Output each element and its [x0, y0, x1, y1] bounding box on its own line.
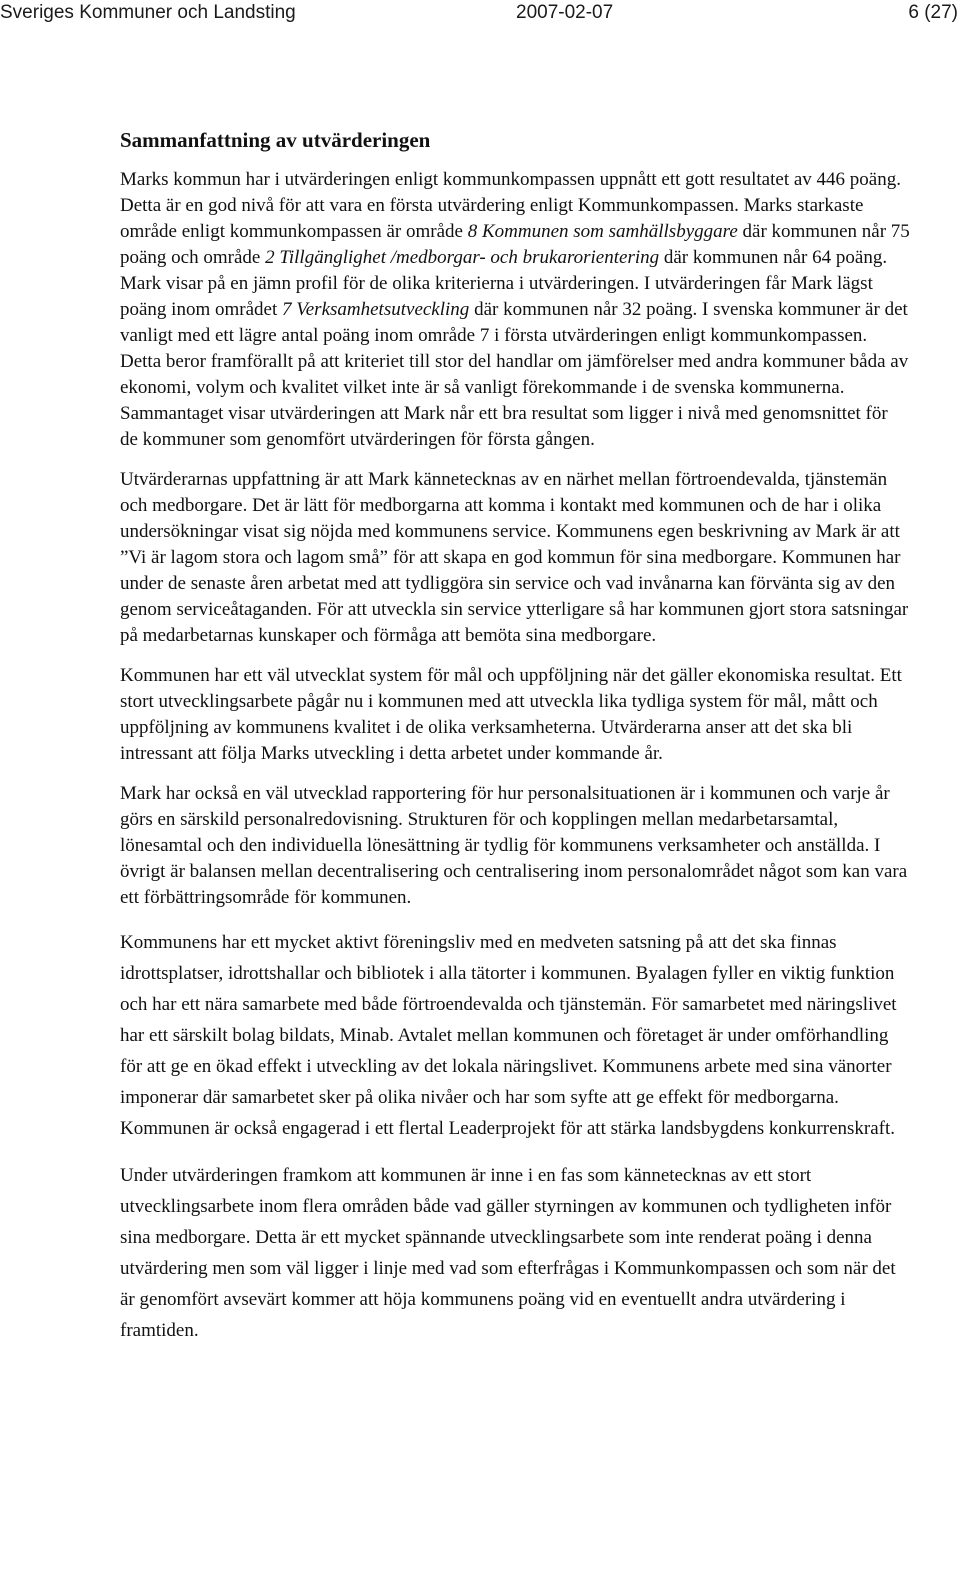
- paragraph-associations: Kommunens har ett mycket aktivt föreningsliv med en medveten satsning på att det ska finnas idrottsplatser, idrottshallar och bibliotek i alla tätorter i kommunen. Byalagen fyller en viktig funktion och har ett nära samarbete med både förtroendevalda och tjänstemän. För samarbetet med näringslivet har ett särskilt bolag bildats, Minab. Avtalet mellan kommunen och företaget är under omförhandling för att ge en ökad effekt i utveckling av det lokala näringslivet. Kommunens arbete med sina vänorter imponerar där samarbetet sker på olika nivåer och har som syfte att ge effekt för medborgarna. Kommunen är också engagerad i ett flertal Leaderprojekt för att stärka landsbygdens konkurrenskraft.: [120, 932, 897, 1139]
- page-header: [0, 0, 960, 30]
- summary-area-2: 2 Tillgänglighet /medborgar- och brukarorientering: [265, 247, 660, 268]
- document-body: [120, 126, 910, 1346]
- summary-text-1: Marks kommun har i utvärderingen enligt kommunkompassen uppnått ett gott resultatet av 446 poäng. Detta är en god nivå för att vara en första utvärdering enligt Kommunkompassen. Marks starkaste område enligt kommunkompassen är område: [120, 169, 901, 242]
- summary-area-7: 7 Verksamhetsutveckling: [282, 299, 470, 320]
- paragraph-service: Utvärderarnas uppfattning är att Mark kännetecknas av en närhet mellan förtroendevalda, tjänstemän och medborgare. Det är lätt för medborgarna att komma i kontakt med kommunen och de har i olika undersökningar visat sig nöjda med kommunens service. Kommunens egen beskrivning av Mark är att ”Vi är lagom stora och lagom små” för att skapa en god kommun för sina medborgare. Kommunen har under de senaste åren arbetat med att tydliggöra sin service och vad invånarna kan förvänta sig av den genom serviceåtaganden. För att utveckla sin service ytterligare så har kommunen gjort stora satsningar på medarbetarnas kunskaper och förmåga att bemöta sina medborgare.: [120, 469, 909, 646]
- paragraph-development: Under utvärderingen framkom att kommunen är inne i en fas som kännetecknas av ett stort utvecklingsarbete inom flera områden både vad gäller styrningen av kommunen och tydligheten inför sina medborgare. Detta är ett mycket spännande utvecklingsarbete som inte renderat poäng i denna utvärdering men som väl ligger i linje med vad som efterfrågas i Kommunkompassen och som när det är genomfört avsevärt kommer att höja kommunens poäng vid en eventuellt andra utvärdering i framtiden.: [120, 1165, 896, 1341]
- paragraph-goals: Kommunen har ett väl utvecklat system för mål och uppföljning när det gäller ekonomiska resultat. Ett stort utvecklingsarbete pågår nu i kommunen med att utveckla lika tydliga system för mål, mått och uppföljning av kommunens kvalitet i de olika verksamheterna. Utvärderarna anser att det ska bli intressant att följa Marks utveckling i detta arbetet under kommande år.: [120, 665, 902, 764]
- summary-area-8: 8 Kommunen som samhällsbyggare: [467, 221, 738, 242]
- header-page-number: 6 (27): [908, 2, 958, 23]
- summary-text-4: där kommunen når 32 poäng. I svenska kommuner är det vanligt med ett lägre antal poäng inom område 7 i första utvärderingen enligt kommunkompassen. Detta beror framförallt på att kriteriet till stor del handlar om jämförelser med andra kommuner båda av ekonomi, volym och kvalitet vilket inte är så vanligt förekommande i de svenska kommunerna. Sammantaget visar utvärderingen att Mark når ett bra resultat som ligger i nivå med genomsnittet för de kommuner som genomfört utvärderingen för första gången.: [120, 299, 909, 450]
- summary-text-2: där kommunen når 75 poäng och område: [120, 221, 910, 268]
- paragraph-summary: [120, 167, 910, 453]
- section-title: Sammanfattning av utvärderingen: [120, 128, 431, 152]
- summary-text-3: där kommunen når 64 poäng. Mark visar på en jämn profil för de olika kriterierna i utvärderingen. I utvärderingen får Mark lägst poäng inom området: [120, 247, 888, 320]
- paragraph-personnel: Mark har också en väl utvecklad rapportering för hur personalsituationen är i kommunen och varje år görs en särskild personalredovisning. Strukturen för och kopplingen mellan medarbetarsamtal, lönesamtal och den individuella lönesättning är tydlig för kommunens verksamheter och anställda. I övrigt är balansen mellan decentralisering och centralisering inom personalområdet något som kan vara ett förbättringsområde för kommunen.: [120, 783, 908, 908]
- header-organization: Sveriges Kommuner och Landsting: [0, 2, 296, 23]
- header-date: 2007-02-07: [516, 2, 614, 23]
